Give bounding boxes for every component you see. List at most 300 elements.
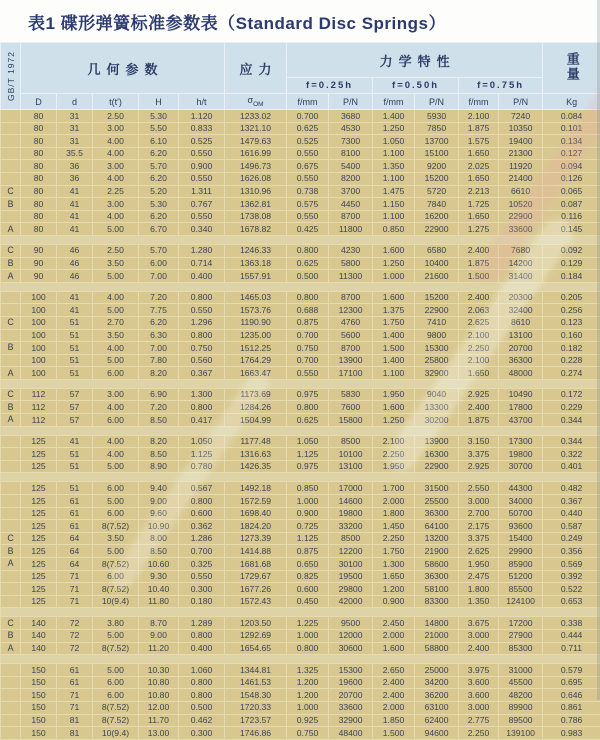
header-weight bbox=[543, 43, 600, 94]
row-type-label: C bbox=[1, 244, 21, 257]
table-cell: 0.800 bbox=[179, 401, 225, 414]
table-cell: 1729.67 bbox=[225, 570, 287, 583]
table-cell: 13.00 bbox=[139, 727, 179, 740]
table-cell: 0.579 bbox=[543, 664, 600, 677]
table-cell: 125 bbox=[21, 435, 57, 448]
table-cell: 80 bbox=[21, 135, 57, 148]
table-cell: 1.575 bbox=[459, 135, 499, 148]
col-kg: Kg bbox=[543, 94, 600, 110]
row-type-label: B bbox=[1, 545, 21, 558]
table-row bbox=[1, 342, 600, 355]
table-cell: 9800 bbox=[415, 329, 459, 342]
row-type-label bbox=[1, 147, 21, 160]
table-cell: 71 bbox=[57, 595, 93, 608]
table-cell: 0.983 bbox=[543, 727, 600, 740]
table-cell: 1.700 bbox=[373, 482, 415, 495]
table-row bbox=[1, 414, 600, 427]
table-cell: 1.300 bbox=[373, 558, 415, 571]
table-cell: 1572.43 bbox=[225, 595, 287, 608]
table-cell: 33600 bbox=[329, 701, 373, 714]
row-type-label: A bbox=[1, 558, 21, 571]
table-cell: 6.00 bbox=[93, 676, 139, 689]
table-cell: 3.375 bbox=[459, 532, 499, 545]
table-cell: 1.650 bbox=[459, 210, 499, 223]
table-cell: 4.00 bbox=[93, 448, 139, 461]
table-cell: 15800 bbox=[329, 414, 373, 427]
table-cell: 1.650 bbox=[459, 367, 499, 380]
col-H: H bbox=[139, 94, 179, 110]
table-cell: 14200 bbox=[499, 257, 543, 270]
table-cell: 0.500 bbox=[179, 701, 225, 714]
table-cell: 25800 bbox=[415, 354, 459, 367]
page-title: 表1 碟形弹簧标准参数表（Standard Disc Springs） bbox=[28, 9, 446, 34]
table-cell: 36200 bbox=[415, 689, 459, 702]
row-type-label: B bbox=[1, 198, 21, 211]
table-cell: 61 bbox=[57, 676, 93, 689]
table-cell: 0.550 bbox=[179, 147, 225, 160]
table-cell: 0.400 bbox=[179, 642, 225, 655]
group-separator-row bbox=[1, 473, 600, 482]
table-cell: 1.125 bbox=[287, 532, 329, 545]
table-cell: 5.70 bbox=[139, 160, 179, 173]
table-cell: 9200 bbox=[415, 160, 459, 173]
table-row bbox=[1, 223, 600, 236]
table-cell: 30600 bbox=[329, 642, 373, 655]
table-cell: 3.00 bbox=[93, 198, 139, 211]
table-cell: 64 bbox=[57, 532, 93, 545]
table-cell: 1663.47 bbox=[225, 367, 287, 380]
table-cell: 11.20 bbox=[139, 642, 179, 655]
table-cell: 29900 bbox=[499, 545, 543, 558]
table-cell: 7.00 bbox=[139, 342, 179, 355]
table-cell: 48400 bbox=[329, 727, 373, 740]
table-cell: 14800 bbox=[415, 617, 459, 630]
table-row bbox=[1, 532, 600, 545]
table-cell: 5800 bbox=[329, 257, 373, 270]
table-cell: 0.653 bbox=[543, 595, 600, 608]
table-cell: 0.900 bbox=[287, 507, 329, 520]
table-cell: 80 bbox=[21, 223, 57, 236]
table-cell: 1.800 bbox=[459, 583, 499, 596]
table-cell: 15300 bbox=[329, 664, 373, 677]
table-row bbox=[1, 482, 600, 495]
table-cell: 0.249 bbox=[543, 532, 600, 545]
table-cell: 0.800 bbox=[179, 329, 225, 342]
table-cell: 30700 bbox=[499, 460, 543, 473]
table-cell: 0.205 bbox=[543, 291, 600, 304]
table-cell: 1.650 bbox=[373, 570, 415, 583]
table-cell: 100 bbox=[21, 354, 57, 367]
table-row bbox=[1, 435, 600, 448]
table-cell: 2.400 bbox=[459, 642, 499, 655]
table-cell: 80 bbox=[21, 210, 57, 223]
table-cell: 4.00 bbox=[93, 135, 139, 148]
table-cell: 1.289 bbox=[179, 617, 225, 630]
table-cell: 9.60 bbox=[139, 507, 179, 520]
table-cell: 0.400 bbox=[179, 270, 225, 283]
table-cell: 2.025 bbox=[459, 160, 499, 173]
table-cell: 0.800 bbox=[287, 401, 329, 414]
table-cell: 2.475 bbox=[459, 570, 499, 583]
table-cell: 21400 bbox=[499, 172, 543, 185]
row-type-label bbox=[1, 595, 21, 608]
table-cell: 61 bbox=[57, 507, 93, 520]
table-cell: 63100 bbox=[415, 701, 459, 714]
table-cell: 19600 bbox=[329, 676, 373, 689]
table-cell: 1.875 bbox=[459, 122, 499, 135]
table-row bbox=[1, 198, 600, 211]
table-cell: 0.525 bbox=[287, 135, 329, 148]
table-cell: 0.087 bbox=[543, 198, 600, 211]
table-cell: 0.700 bbox=[287, 329, 329, 342]
table-cell: 0.228 bbox=[543, 354, 600, 367]
table-cell: 0.522 bbox=[543, 583, 600, 596]
row-type-label bbox=[1, 583, 21, 596]
table-cell: 1.800 bbox=[373, 507, 415, 520]
table-row bbox=[1, 110, 600, 123]
table-cell: 8100 bbox=[329, 147, 373, 160]
table-cell: 0.875 bbox=[287, 545, 329, 558]
table-cell: 6.00 bbox=[93, 570, 139, 583]
table-cell: 15300 bbox=[415, 342, 459, 355]
row-type-label bbox=[1, 329, 21, 342]
table-cell: 1.600 bbox=[373, 291, 415, 304]
table-cell: 85900 bbox=[499, 558, 543, 571]
table-cell: 0.975 bbox=[287, 388, 329, 401]
table-cell: 1738.08 bbox=[225, 210, 287, 223]
table-row bbox=[1, 257, 600, 270]
table-row bbox=[1, 135, 600, 148]
table-cell: 61 bbox=[57, 520, 93, 533]
table-cell: 0.800 bbox=[287, 291, 329, 304]
table-cell: 9040 bbox=[415, 388, 459, 401]
table-cell: 0.134 bbox=[543, 135, 600, 148]
table-cell: 1292.69 bbox=[225, 629, 287, 642]
table-cell: 1246.33 bbox=[225, 244, 287, 257]
table-cell: 5.00 bbox=[93, 545, 139, 558]
table-cell: 10350 bbox=[499, 122, 543, 135]
table-cell: 21300 bbox=[499, 147, 543, 160]
table-cell: 72 bbox=[57, 617, 93, 630]
table-cell: 90 bbox=[21, 270, 57, 283]
table-cell: 1316.63 bbox=[225, 448, 287, 461]
table-cell: 0.875 bbox=[287, 316, 329, 329]
table-cell: 8.20 bbox=[139, 367, 179, 380]
table-cell: 3.675 bbox=[459, 617, 499, 630]
table-cell: 2.625 bbox=[459, 545, 499, 558]
row-type-label: B bbox=[1, 342, 21, 355]
table-cell: 0.725 bbox=[287, 520, 329, 533]
table-cell: 85500 bbox=[499, 583, 543, 596]
table-cell: 0.700 bbox=[179, 545, 225, 558]
table-cell: 2.700 bbox=[459, 507, 499, 520]
table-cell: 0.550 bbox=[179, 210, 225, 223]
table-cell: 15200 bbox=[415, 172, 459, 185]
table-cell: 80 bbox=[21, 122, 57, 135]
table-cell: 8.50 bbox=[139, 414, 179, 427]
table-cell: 4.00 bbox=[93, 435, 139, 448]
table-cell: 2.775 bbox=[459, 714, 499, 727]
row-type-label: A bbox=[1, 414, 21, 427]
table-cell: 19800 bbox=[499, 448, 543, 461]
table-row bbox=[1, 460, 600, 473]
row-type-label: C bbox=[1, 316, 21, 329]
table-cell: 11920 bbox=[499, 160, 543, 173]
table-cell: 13100 bbox=[499, 329, 543, 342]
table-cell: 46 bbox=[57, 257, 93, 270]
table-cell: 0.825 bbox=[287, 570, 329, 583]
table-cell: 2.925 bbox=[459, 460, 499, 473]
table-cell: 80 bbox=[21, 147, 57, 160]
table-cell: 1426.35 bbox=[225, 460, 287, 473]
table-cell: 1.350 bbox=[373, 160, 415, 173]
table-row bbox=[1, 558, 600, 571]
table-cell: 1.650 bbox=[459, 172, 499, 185]
table-cell: 1.950 bbox=[459, 558, 499, 571]
row-type-label: A bbox=[1, 223, 21, 236]
table-cell: 3.375 bbox=[459, 448, 499, 461]
table-cell: 3.150 bbox=[459, 435, 499, 448]
table-cell: 94600 bbox=[415, 727, 459, 740]
table-cell: 25000 bbox=[415, 664, 459, 677]
table-cell: 8(7.52) bbox=[93, 520, 139, 533]
table-row bbox=[1, 316, 600, 329]
table-cell: 9.30 bbox=[139, 570, 179, 583]
table-cell: 3.00 bbox=[93, 388, 139, 401]
table-cell: 19400 bbox=[499, 135, 543, 148]
table-cell: 8610 bbox=[499, 316, 543, 329]
table-cell: 57 bbox=[57, 388, 93, 401]
table-cell: 0.833 bbox=[179, 122, 225, 135]
table-cell: 1479.63 bbox=[225, 135, 287, 148]
table-cell: 2.450 bbox=[373, 617, 415, 630]
table-cell: 1.000 bbox=[287, 495, 329, 508]
table-cell: 17300 bbox=[499, 435, 543, 448]
table-cell: 100 bbox=[21, 291, 57, 304]
table-cell: 0.256 bbox=[543, 304, 600, 317]
header-f050: f=0.50h bbox=[373, 78, 459, 94]
table-cell: 44300 bbox=[499, 482, 543, 495]
table-cell: 2.25 bbox=[93, 185, 139, 198]
table-cell: 2.925 bbox=[459, 388, 499, 401]
table-cell: 8(7.52) bbox=[93, 714, 139, 727]
row-type-label bbox=[1, 570, 21, 583]
table-cell: 6.00 bbox=[93, 507, 139, 520]
table-cell: 7410 bbox=[415, 316, 459, 329]
table-cell: 30100 bbox=[329, 558, 373, 571]
row-type-label bbox=[1, 210, 21, 223]
table-row bbox=[1, 595, 600, 608]
row-type-label bbox=[1, 291, 21, 304]
table-cell: 11800 bbox=[329, 223, 373, 236]
table-cell: 0.444 bbox=[543, 629, 600, 642]
table-cell: 1.400 bbox=[373, 329, 415, 342]
header-weight-label: 重量 bbox=[564, 52, 578, 82]
table-header bbox=[1, 43, 600, 110]
table-cell: 1512.25 bbox=[225, 342, 287, 355]
row-type-label bbox=[1, 354, 21, 367]
table-cell: 0.101 bbox=[543, 122, 600, 135]
table-cell: 0.462 bbox=[179, 714, 225, 727]
table-cell: 1.100 bbox=[373, 210, 415, 223]
row-type-label bbox=[1, 460, 21, 473]
table-cell: 2.000 bbox=[373, 701, 415, 714]
table-body bbox=[1, 110, 600, 740]
group-separator bbox=[1, 379, 600, 388]
table-cell: 0.274 bbox=[543, 367, 600, 380]
table-cell: 2.650 bbox=[373, 664, 415, 677]
table-cell: 0.600 bbox=[287, 583, 329, 596]
table-row bbox=[1, 388, 600, 401]
table-cell: 0.800 bbox=[179, 689, 225, 702]
table-row bbox=[1, 448, 600, 461]
table-cell: 8.00 bbox=[139, 532, 179, 545]
table-cell: 0.340 bbox=[179, 223, 225, 236]
table-cell: 83300 bbox=[415, 595, 459, 608]
table-cell: 5.30 bbox=[139, 110, 179, 123]
table-cell: 11.70 bbox=[139, 714, 179, 727]
standard-number-label: GB/T 1972 bbox=[6, 51, 16, 101]
table-cell: 1504.99 bbox=[225, 414, 287, 427]
table-cell: 0.367 bbox=[543, 495, 600, 508]
table-cell: 1177.48 bbox=[225, 435, 287, 448]
table-cell: 0.344 bbox=[543, 414, 600, 427]
table-cell: 1.400 bbox=[373, 354, 415, 367]
table-cell: 1557.91 bbox=[225, 270, 287, 283]
table-row bbox=[1, 583, 600, 596]
group-separator-row bbox=[1, 608, 600, 617]
table-cell: 5.00 bbox=[93, 304, 139, 317]
table-cell: 5.00 bbox=[93, 460, 139, 473]
table-cell: 17100 bbox=[329, 367, 373, 380]
sigma-subscript: OM bbox=[253, 101, 263, 108]
table-cell: 89500 bbox=[499, 714, 543, 727]
table-cell: 1.950 bbox=[373, 388, 415, 401]
table-cell: 58100 bbox=[415, 583, 459, 596]
table-cell: 22900 bbox=[499, 210, 543, 223]
table-cell: 80 bbox=[21, 110, 57, 123]
table-cell: 7300 bbox=[329, 135, 373, 148]
table-cell: 5.00 bbox=[93, 495, 139, 508]
row-type-label bbox=[1, 676, 21, 689]
table-cell: 2.400 bbox=[373, 689, 415, 702]
table-cell: 61 bbox=[57, 495, 93, 508]
group-separator-row bbox=[1, 379, 600, 388]
col-f025-P: P/N bbox=[329, 94, 373, 110]
table-cell: 125 bbox=[21, 460, 57, 473]
table-cell: 36300 bbox=[415, 507, 459, 520]
table-cell: 89900 bbox=[499, 701, 543, 714]
table-cell: 1414.88 bbox=[225, 545, 287, 558]
table-cell: 58600 bbox=[415, 558, 459, 571]
table-cell: 2.000 bbox=[373, 495, 415, 508]
table-cell: 10.80 bbox=[139, 676, 179, 689]
table-cell: 2.213 bbox=[459, 185, 499, 198]
table-cell: 0.129 bbox=[543, 257, 600, 270]
table-cell: 5600 bbox=[329, 329, 373, 342]
table-cell: 0.182 bbox=[543, 342, 600, 355]
table-cell: 1678.82 bbox=[225, 223, 287, 236]
table-cell: 1.250 bbox=[373, 257, 415, 270]
title-bar bbox=[0, 0, 600, 42]
table-cell: 5720 bbox=[415, 185, 459, 198]
table-cell: 4530 bbox=[329, 122, 373, 135]
table-cell: 1.000 bbox=[373, 270, 415, 283]
table-cell: 3.975 bbox=[459, 664, 499, 677]
table-cell: 1.650 bbox=[459, 147, 499, 160]
table-cell: 31500 bbox=[415, 482, 459, 495]
table-cell: 1.500 bbox=[459, 270, 499, 283]
table-cell: 10(9.4) bbox=[93, 727, 139, 740]
table-cell: 0.092 bbox=[543, 244, 600, 257]
table-cell: 1.100 bbox=[373, 147, 415, 160]
table-cell: 4760 bbox=[329, 316, 373, 329]
table-cell: 20700 bbox=[329, 689, 373, 702]
table-cell: 7.80 bbox=[139, 354, 179, 367]
row-type-label bbox=[1, 110, 21, 123]
table-cell: 0.800 bbox=[287, 244, 329, 257]
table-cell: 140 bbox=[21, 617, 57, 630]
table-cell: 0.975 bbox=[287, 460, 329, 473]
col-f075-P: P/N bbox=[499, 94, 543, 110]
table-cell: 5.70 bbox=[139, 244, 179, 257]
table-cell: 1492.18 bbox=[225, 482, 287, 495]
table-cell: 33600 bbox=[499, 223, 543, 236]
table-cell: 100 bbox=[21, 316, 57, 329]
table-cell: 112 bbox=[21, 401, 57, 414]
table-cell: 1344.81 bbox=[225, 664, 287, 677]
table-cell: 1654.65 bbox=[225, 642, 287, 655]
table-row bbox=[1, 354, 600, 367]
table-cell: 125 bbox=[21, 570, 57, 583]
row-type-label bbox=[1, 172, 21, 185]
table-cell: 1.475 bbox=[373, 185, 415, 198]
table-cell: 1.296 bbox=[179, 316, 225, 329]
table-cell: 0.367 bbox=[179, 367, 225, 380]
table-cell: 5.00 bbox=[93, 664, 139, 677]
table-row bbox=[1, 244, 600, 257]
table-cell: 1284.26 bbox=[225, 401, 287, 414]
table-cell: 8200 bbox=[329, 172, 373, 185]
table-cell: 0.425 bbox=[287, 223, 329, 236]
table-cell: 4.00 bbox=[93, 401, 139, 414]
table-cell: 8500 bbox=[329, 435, 373, 448]
table-cell: 0.126 bbox=[543, 172, 600, 185]
table-row bbox=[1, 367, 600, 380]
table-cell: 0.800 bbox=[179, 676, 225, 689]
table-cell: 5.00 bbox=[93, 270, 139, 283]
table-cell: 34000 bbox=[499, 495, 543, 508]
table-cell: 0.550 bbox=[179, 570, 225, 583]
table-cell: 0.356 bbox=[543, 545, 600, 558]
table-cell: 1.050 bbox=[287, 435, 329, 448]
table-cell: 0.800 bbox=[179, 495, 225, 508]
table-cell: 93600 bbox=[499, 520, 543, 533]
table-row bbox=[1, 122, 600, 135]
table-cell: 1.200 bbox=[287, 689, 329, 702]
table-cell: 7.20 bbox=[139, 401, 179, 414]
table-cell: 32900 bbox=[415, 367, 459, 380]
table-cell: 31400 bbox=[499, 270, 543, 283]
table-cell: 1.286 bbox=[179, 532, 225, 545]
table-cell: 90 bbox=[21, 257, 57, 270]
row-type-label: C bbox=[1, 532, 21, 545]
table-cell: 1363.18 bbox=[225, 257, 287, 270]
table-cell: 112 bbox=[21, 414, 57, 427]
table-cell: 1.950 bbox=[373, 460, 415, 473]
table-cell: 7680 bbox=[499, 244, 543, 257]
table-cell: 0.172 bbox=[543, 388, 600, 401]
